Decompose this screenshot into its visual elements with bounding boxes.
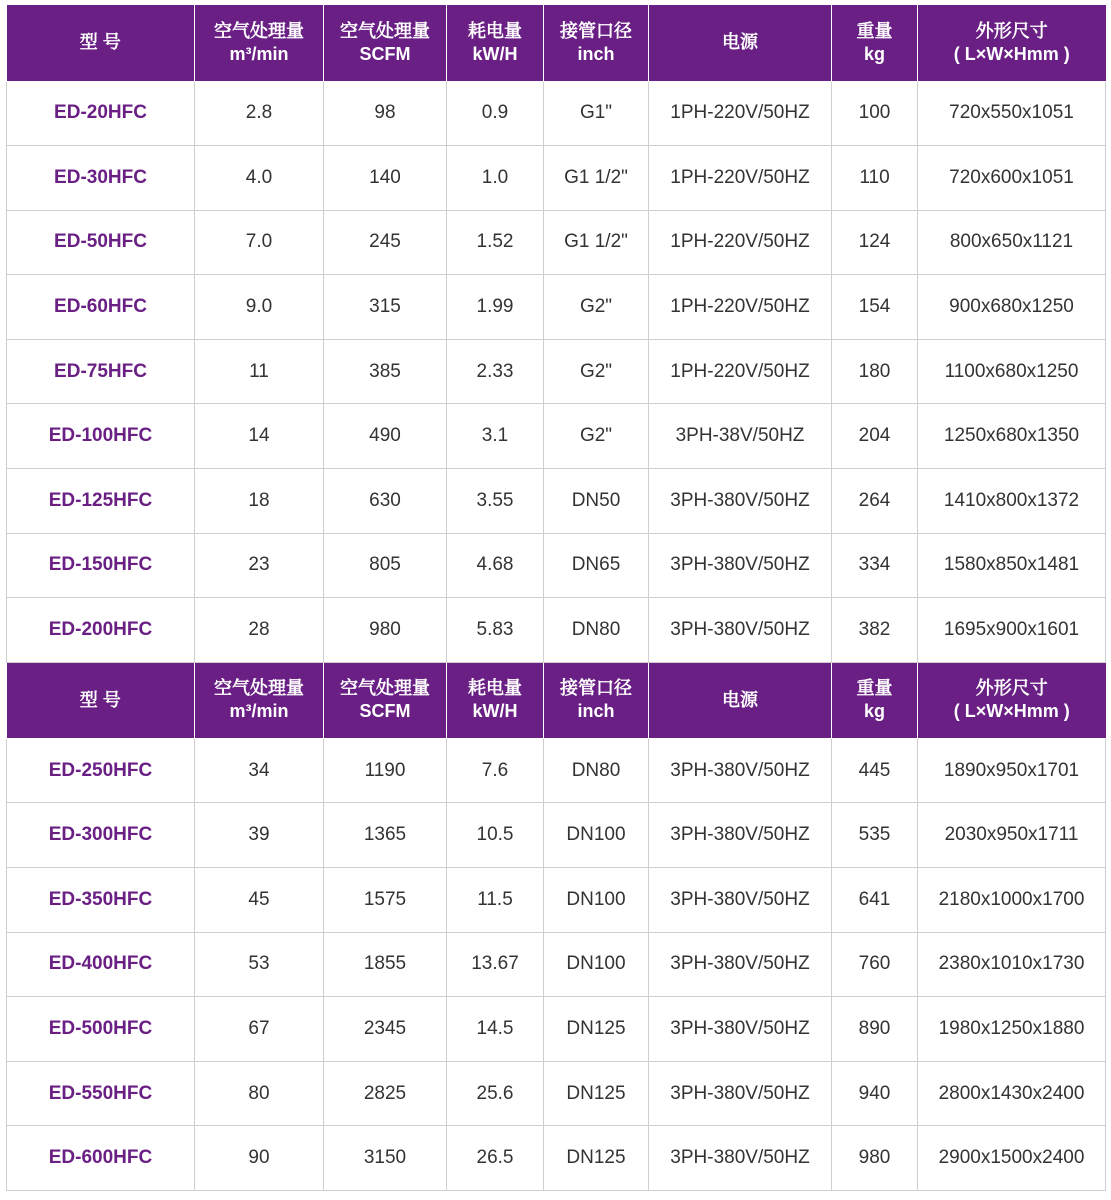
cell-power: 26.5 — [447, 1126, 544, 1191]
cell-model: ED-50HFC — [7, 210, 195, 275]
header-row-2 — [7, 662, 1106, 738]
cell-flow-scfm: 1365 — [324, 803, 447, 868]
cell-flow-scfm: 98 — [324, 81, 447, 146]
header-flow-m3: 空气处理量 m³/min — [195, 662, 324, 738]
cell-supply: 3PH-380V/50HZ — [649, 469, 832, 534]
cell-pipe: DN80 — [544, 738, 649, 803]
cell-flow-scfm: 2345 — [324, 997, 447, 1062]
cell-dimensions: 2900x1500x2400 — [918, 1126, 1106, 1191]
header-model: 型 号 — [7, 5, 195, 81]
cell-weight: 980 — [832, 1126, 918, 1191]
cell-pipe: G1 1/2" — [544, 146, 649, 211]
cell-flow-m3: 39 — [195, 803, 324, 868]
cell-dimensions: 1980x1250x1880 — [918, 997, 1106, 1062]
header-dimensions: 外形尺寸 ( L×W×Hmm ) — [918, 5, 1106, 81]
header-supply: 电源 — [649, 5, 832, 81]
cell-supply: 1PH-220V/50HZ — [649, 146, 832, 211]
cell-flow-scfm: 315 — [324, 275, 447, 340]
cell-pipe: G2" — [544, 404, 649, 469]
cell-supply: 3PH-38V/50HZ — [649, 404, 832, 469]
cell-model: ED-125HFC — [7, 469, 195, 534]
cell-model: ED-500HFC — [7, 997, 195, 1062]
cell-flow-m3: 45 — [195, 868, 324, 933]
cell-pipe: G2" — [544, 275, 649, 340]
cell-supply: 3PH-380V/50HZ — [649, 738, 832, 803]
cell-flow-m3: 28 — [195, 598, 324, 663]
cell-flow-m3: 7.0 — [195, 210, 324, 275]
cell-dimensions: 2380x1010x1730 — [918, 932, 1106, 997]
cell-flow-scfm: 630 — [324, 469, 447, 534]
header-dimensions: 外形尺寸 ( L×W×Hmm ) — [918, 662, 1106, 738]
cell-flow-scfm: 805 — [324, 533, 447, 598]
cell-dimensions: 800x650x1121 — [918, 210, 1106, 275]
cell-flow-scfm: 1190 — [324, 738, 447, 803]
cell-flow-scfm: 3150 — [324, 1126, 447, 1191]
cell-weight: 445 — [832, 738, 918, 803]
cell-weight: 760 — [832, 932, 918, 997]
table-row — [7, 1126, 1106, 1191]
cell-model: ED-30HFC — [7, 146, 195, 211]
cell-power: 10.5 — [447, 803, 544, 868]
table-row — [7, 1061, 1106, 1126]
cell-supply: 3PH-380V/50HZ — [649, 803, 832, 868]
cell-weight: 180 — [832, 339, 918, 404]
cell-flow-m3: 9.0 — [195, 275, 324, 340]
cell-pipe: DN65 — [544, 533, 649, 598]
cell-supply: 3PH-380V/50HZ — [649, 997, 832, 1062]
cell-flow-scfm: 245 — [324, 210, 447, 275]
cell-weight: 535 — [832, 803, 918, 868]
cell-dimensions: 720x600x1051 — [918, 146, 1106, 211]
header-weight: 重量 kg — [832, 662, 918, 738]
cell-pipe: DN100 — [544, 932, 649, 997]
cell-flow-scfm: 385 — [324, 339, 447, 404]
cell-power: 7.6 — [447, 738, 544, 803]
cell-pipe: DN125 — [544, 1061, 649, 1126]
cell-weight: 334 — [832, 533, 918, 598]
cell-flow-scfm: 1855 — [324, 932, 447, 997]
cell-flow-scfm: 980 — [324, 598, 447, 663]
cell-supply: 1PH-220V/50HZ — [649, 275, 832, 340]
cell-model: ED-350HFC — [7, 868, 195, 933]
cell-weight: 154 — [832, 275, 918, 340]
cell-supply: 3PH-380V/50HZ — [649, 598, 832, 663]
cell-dimensions: 1410x800x1372 — [918, 469, 1106, 534]
table-row — [7, 803, 1106, 868]
cell-flow-m3: 34 — [195, 738, 324, 803]
cell-power: 4.68 — [447, 533, 544, 598]
cell-flow-scfm: 140 — [324, 146, 447, 211]
cell-supply: 3PH-380V/50HZ — [649, 868, 832, 933]
cell-supply: 3PH-380V/50HZ — [649, 1126, 832, 1191]
cell-pipe: G1" — [544, 81, 649, 146]
cell-dimensions: 1580x850x1481 — [918, 533, 1106, 598]
cell-model: ED-100HFC — [7, 404, 195, 469]
cell-pipe: DN125 — [544, 1126, 649, 1191]
table-row — [7, 533, 1106, 598]
cell-supply: 3PH-380V/50HZ — [649, 932, 832, 997]
cell-weight: 110 — [832, 146, 918, 211]
cell-dimensions: 1100x680x1250 — [918, 339, 1106, 404]
table-row — [7, 932, 1106, 997]
header-supply: 电源 — [649, 662, 832, 738]
cell-power: 1.0 — [447, 146, 544, 211]
header-flow-scfm: 空气处理量 SCFM — [324, 662, 447, 738]
cell-weight: 100 — [832, 81, 918, 146]
cell-supply: 1PH-220V/50HZ — [649, 339, 832, 404]
cell-model: ED-400HFC — [7, 932, 195, 997]
cell-pipe: DN100 — [544, 868, 649, 933]
spec-table-wrapper — [6, 5, 1105, 1191]
cell-weight: 204 — [832, 404, 918, 469]
cell-flow-m3: 53 — [195, 932, 324, 997]
cell-supply: 3PH-380V/50HZ — [649, 1061, 832, 1126]
cell-dimensions: 2030x950x1711 — [918, 803, 1106, 868]
cell-pipe: DN80 — [544, 598, 649, 663]
cell-power: 2.33 — [447, 339, 544, 404]
cell-pipe: DN100 — [544, 803, 649, 868]
cell-weight: 940 — [832, 1061, 918, 1126]
header-flow-scfm: 空气处理量 SCFM — [324, 5, 447, 81]
table-row — [7, 598, 1106, 663]
cell-model: ED-75HFC — [7, 339, 195, 404]
cell-model: ED-550HFC — [7, 1061, 195, 1126]
cell-model: ED-200HFC — [7, 598, 195, 663]
cell-weight: 382 — [832, 598, 918, 663]
header-weight: 重量 kg — [832, 5, 918, 81]
cell-pipe: G2" — [544, 339, 649, 404]
cell-power: 14.5 — [447, 997, 544, 1062]
table-row — [7, 469, 1106, 534]
cell-weight: 641 — [832, 868, 918, 933]
cell-dimensions: 1250x680x1350 — [918, 404, 1106, 469]
cell-dimensions: 900x680x1250 — [918, 275, 1106, 340]
cell-model: ED-60HFC — [7, 275, 195, 340]
header-power: 耗电量 kW/H — [447, 662, 544, 738]
cell-power: 3.55 — [447, 469, 544, 534]
cell-model: ED-600HFC — [7, 1126, 195, 1191]
cell-model: ED-300HFC — [7, 803, 195, 868]
table-row — [7, 81, 1106, 146]
cell-pipe: DN125 — [544, 997, 649, 1062]
header-model: 型 号 — [7, 662, 195, 738]
table-row — [7, 997, 1106, 1062]
table-body-1 — [7, 81, 1106, 662]
cell-supply: 3PH-380V/50HZ — [649, 533, 832, 598]
cell-model: ED-20HFC — [7, 81, 195, 146]
table-row — [7, 339, 1106, 404]
cell-power: 25.6 — [447, 1061, 544, 1126]
cell-dimensions: 1890x950x1701 — [918, 738, 1106, 803]
cell-flow-m3: 90 — [195, 1126, 324, 1191]
cell-power: 13.67 — [447, 932, 544, 997]
cell-flow-m3: 67 — [195, 997, 324, 1062]
cell-flow-m3: 4.0 — [195, 146, 324, 211]
header-pipe: 接管口径 inch — [544, 662, 649, 738]
cell-power: 5.83 — [447, 598, 544, 663]
cell-weight: 890 — [832, 997, 918, 1062]
table-row — [7, 738, 1106, 803]
cell-power: 3.1 — [447, 404, 544, 469]
header-pipe: 接管口径 inch — [544, 5, 649, 81]
table-row — [7, 404, 1106, 469]
header-power: 耗电量 kW/H — [447, 5, 544, 81]
cell-dimensions: 2180x1000x1700 — [918, 868, 1106, 933]
cell-power: 11.5 — [447, 868, 544, 933]
header-flow-m3: 空气处理量 m³/min — [195, 5, 324, 81]
cell-flow-scfm: 1575 — [324, 868, 447, 933]
table-row — [7, 275, 1106, 340]
cell-flow-scfm: 2825 — [324, 1061, 447, 1126]
cell-model: ED-250HFC — [7, 738, 195, 803]
table-row — [7, 210, 1106, 275]
cell-power: 0.9 — [447, 81, 544, 146]
cell-weight: 124 — [832, 210, 918, 275]
table-body-2 — [7, 738, 1106, 1190]
table-row — [7, 868, 1106, 933]
cell-flow-m3: 14 — [195, 404, 324, 469]
cell-pipe: DN50 — [544, 469, 649, 534]
cell-pipe: G1 1/2" — [544, 210, 649, 275]
cell-power: 1.52 — [447, 210, 544, 275]
cell-supply: 1PH-220V/50HZ — [649, 210, 832, 275]
spec-table — [6, 5, 1106, 1191]
header-row-1 — [7, 5, 1106, 81]
cell-weight: 264 — [832, 469, 918, 534]
cell-power: 1.99 — [447, 275, 544, 340]
cell-supply: 1PH-220V/50HZ — [649, 81, 832, 146]
cell-dimensions: 720x550x1051 — [918, 81, 1106, 146]
cell-flow-m3: 2.8 — [195, 81, 324, 146]
cell-flow-m3: 23 — [195, 533, 324, 598]
cell-flow-m3: 80 — [195, 1061, 324, 1126]
cell-flow-m3: 11 — [195, 339, 324, 404]
cell-dimensions: 1695x900x1601 — [918, 598, 1106, 663]
table-row — [7, 146, 1106, 211]
cell-model: ED-150HFC — [7, 533, 195, 598]
cell-dimensions: 2800x1430x2400 — [918, 1061, 1106, 1126]
cell-flow-m3: 18 — [195, 469, 324, 534]
cell-flow-scfm: 490 — [324, 404, 447, 469]
